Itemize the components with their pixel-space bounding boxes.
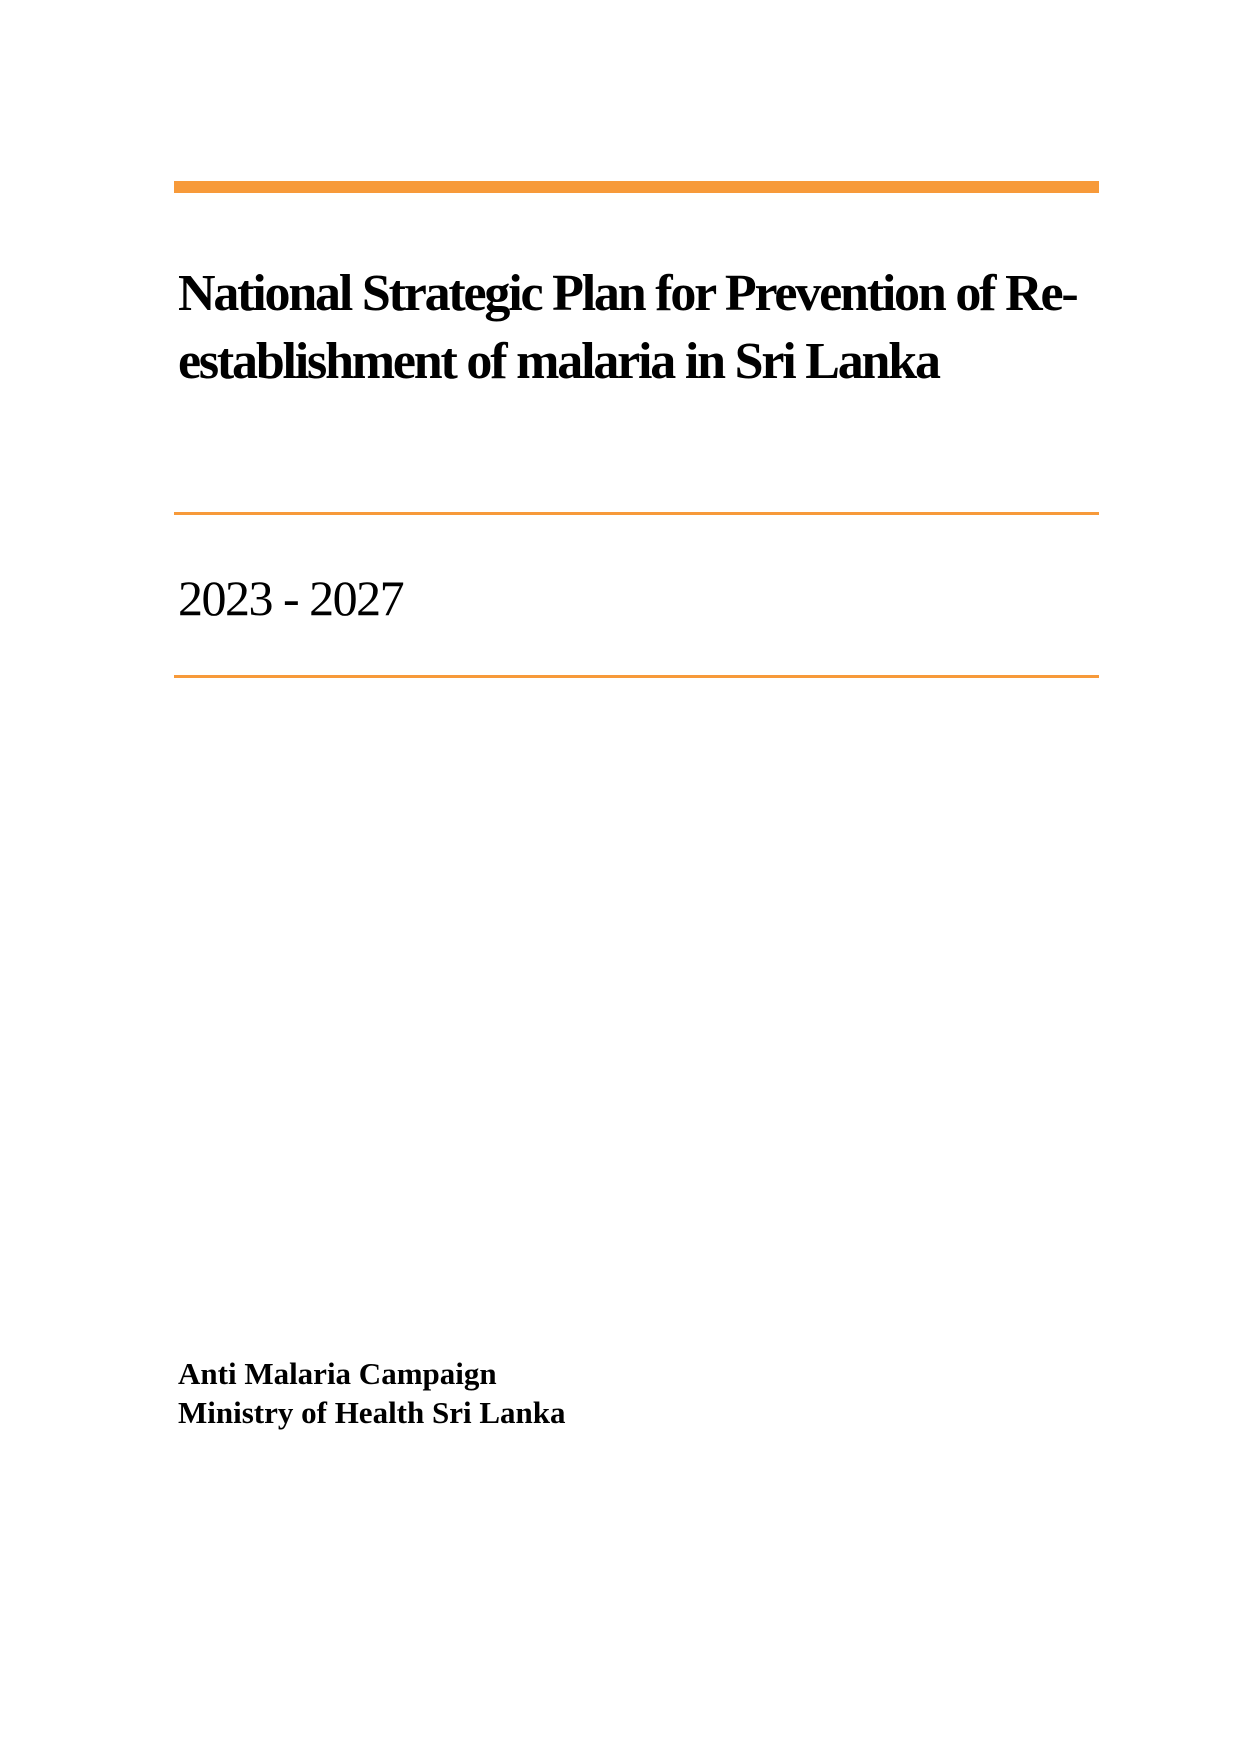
top-accent-bar bbox=[174, 181, 1099, 193]
ministry-name: Ministry of Health Sri Lanka bbox=[178, 1395, 566, 1430]
plan-period: 2023 - 2027 bbox=[178, 570, 404, 626]
document-title: National Strategic Plan for Prevention of Re-establishment of malaria in Sri Lanka bbox=[178, 265, 1077, 390]
organization-name: Anti Malaria Campaign bbox=[178, 1356, 497, 1391]
divider-lower bbox=[174, 675, 1099, 678]
publisher-block bbox=[178, 1354, 566, 1432]
divider-upper bbox=[174, 512, 1099, 515]
